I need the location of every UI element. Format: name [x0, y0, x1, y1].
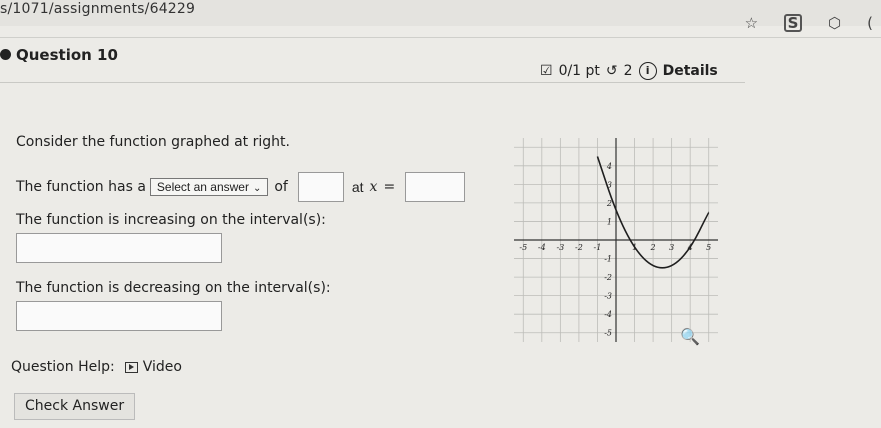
- info-icon[interactable]: i: [639, 62, 657, 80]
- question-title: Question 10: [16, 46, 118, 64]
- x-tick-label: -1: [593, 243, 602, 252]
- details-link[interactable]: Details: [662, 63, 718, 79]
- y-tick-label: -4: [604, 310, 612, 320]
- chevron-down-icon: ⌄: [252, 183, 262, 194]
- checkbox-icon: ☑: [540, 63, 553, 79]
- x-tick-label: -5: [519, 243, 528, 252]
- browser-toolbar: [745, 14, 881, 32]
- video-label: Video: [142, 359, 182, 375]
- question-divider: [0, 82, 745, 83]
- x-variable: x: [369, 179, 378, 195]
- extensions-puzzle-icon[interactable]: ⬡: [828, 14, 842, 32]
- profile-icon[interactable]: (: [867, 14, 873, 32]
- score-text: 0/1 pt: [558, 63, 600, 79]
- question-meta: [540, 62, 718, 80]
- y-tick-label: 3: [606, 180, 612, 190]
- function-has-line: [16, 172, 465, 202]
- y-tick-label: 1: [606, 217, 612, 227]
- increasing-interval-input[interactable]: [16, 233, 222, 263]
- y-tick-label: -5: [604, 328, 612, 338]
- extremum-select[interactable]: [150, 178, 268, 196]
- y-tick-label: -2: [604, 273, 612, 283]
- decreasing-label: The function is decreasing on the interval(s):: [16, 280, 331, 296]
- question-status-dot: [0, 49, 11, 60]
- decreasing-interval-input[interactable]: [16, 301, 222, 331]
- at-text: at: [351, 179, 364, 195]
- y-tick-label: 4: [606, 161, 612, 171]
- retry-icon: ↺: [605, 63, 618, 79]
- y-tick-label: 2: [606, 198, 612, 208]
- help-label: Question Help:: [11, 359, 115, 375]
- x-tick-label: 3: [669, 243, 675, 252]
- attempts-count: 2: [623, 63, 633, 79]
- function-graph: [514, 138, 718, 342]
- x-tick-label: 5: [706, 243, 712, 252]
- x-tick-label: 1: [631, 243, 638, 252]
- x-tick-label: -3: [556, 243, 565, 252]
- x-tick-label: -2: [575, 243, 583, 252]
- y-tick-label: -1: [604, 254, 612, 264]
- question-help: [11, 359, 182, 375]
- x-value-input[interactable]: [405, 172, 465, 202]
- check-answer-button[interactable]: Check Answer: [14, 393, 135, 420]
- url-text[interactable]: s/1071/assignments/64229: [0, 1, 196, 17]
- equals-sign: =: [383, 179, 396, 195]
- of-text: of: [274, 179, 288, 195]
- x-tick-label: 4: [687, 243, 693, 252]
- header-divider: [0, 37, 881, 38]
- extension-s-icon[interactable]: S: [784, 14, 802, 32]
- select-placeholder: Select an answer: [156, 180, 249, 194]
- question-prompt: Consider the function graphed at right.: [16, 134, 290, 150]
- magnify-icon[interactable]: 🔍: [680, 327, 700, 346]
- bookmark-star-icon[interactable]: ☆: [744, 14, 759, 32]
- increasing-label: The function is increasing on the interval(s):: [16, 212, 326, 228]
- function-has-text: The function has a: [16, 179, 146, 195]
- video-play-icon: [125, 362, 138, 373]
- x-tick-label: 2: [650, 243, 656, 252]
- y-tick-label: -3: [604, 291, 612, 301]
- video-link[interactable]: [125, 359, 182, 375]
- extremum-value-input[interactable]: [298, 172, 344, 202]
- x-tick-label: -4: [537, 243, 546, 252]
